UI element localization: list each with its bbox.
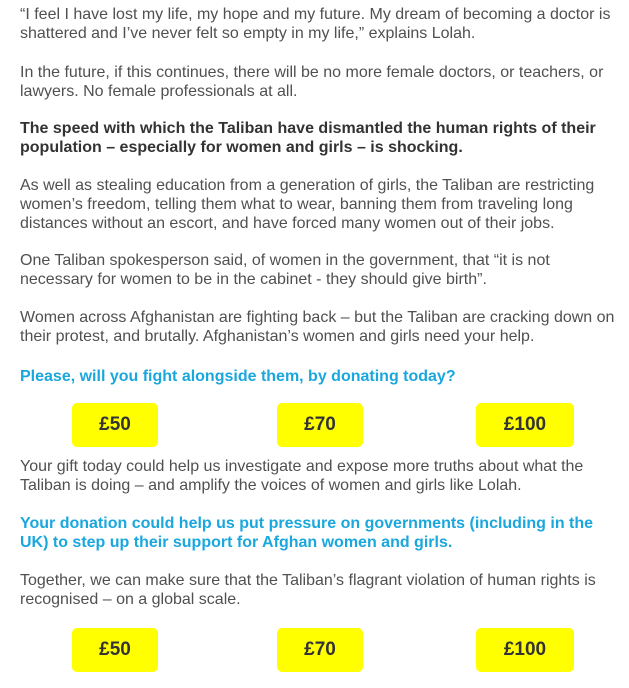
donate-100-button-bottom[interactable]: £100 bbox=[476, 628, 574, 672]
pressure-heading: Your donation could help us put pressure on governments (including in the UK) to step up their support for Afghan women and girls. bbox=[20, 515, 594, 551]
donate-70-button-bottom[interactable]: £70 bbox=[277, 628, 363, 672]
stealing-education-paragraph: As well as stealing education from a generation of girls, the Taliban are restricting women’s freedom, telling them what to wear, banning them from traveling long distances without an escort, and have forced many women out of their jobs. bbox=[20, 177, 595, 232]
donate-50-button-bottom[interactable]: £50 bbox=[72, 628, 158, 672]
speed-bold-paragraph: The speed with which the Taliban have dismantled the human rights of their population – especially for women and girls – is shocking. bbox=[20, 120, 596, 156]
donate-100-button[interactable]: £100 bbox=[476, 403, 574, 447]
lolah-quote-paragraph: “I feel I have lost my life, my hope and my future. My dream of becoming a doctor is shattered and I’ve never felt so empty in my life,” explains Lolah. bbox=[20, 6, 611, 42]
together-paragraph: Together, we can make sure that the Taliban’s flagrant violation of human rights is recognised – on a global scale. bbox=[20, 572, 596, 608]
donate-buttons-bottom bbox=[0, 628, 629, 672]
donate-70-button[interactable]: £70 bbox=[277, 403, 363, 447]
donate-buttons-top bbox=[0, 403, 629, 447]
fighting-back-paragraph: Women across Afghanistan are fighting back – but the Taliban are cracking down on their protest, and brutally. Afghanistan’s women and girls need your help. bbox=[20, 309, 615, 345]
donation-appeal-heading: Please, will you fight alongside them, by donating today? bbox=[20, 368, 456, 385]
future-paragraph: In the future, if this continues, there will be no more female doctors, or teachers, or lawyers. No female professionals at all. bbox=[20, 64, 604, 100]
spokesperson-paragraph: One Taliban spokesperson said, of women in the government, that “it is not necessary for women to be in the cabinet - they should give birth”. bbox=[20, 252, 550, 288]
gift-paragraph: Your gift today could help us investigate and expose more truths about what the Taliban is doing – and amplify the voices of women and girls like Lolah. bbox=[20, 458, 584, 494]
donate-50-button[interactable]: £50 bbox=[72, 403, 158, 447]
